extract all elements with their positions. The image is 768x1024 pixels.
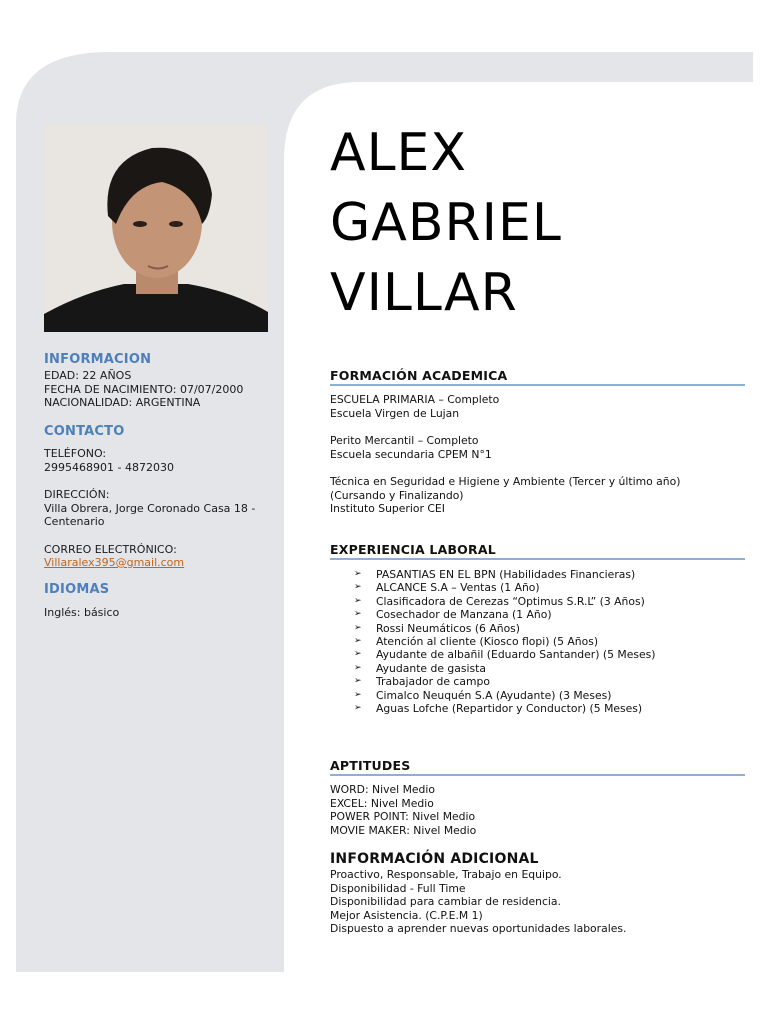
arrow-bullet-icon: ➢ [354,676,362,687]
list-item: ➢ Ayudante de gasista [354,661,487,675]
email-label: CORREO ELECTRÓNICO: [44,542,177,556]
name-line-middle: GABRIEL [330,193,562,253]
list-item: ➢ Atención al cliente (Kiosco flopi) (5 Años) [354,635,599,649]
education-line: ESCUELA PRIMARIA – Completo [330,393,500,406]
address-line1: Villa Obrera, Jorge Coronado Casa 18 - [44,501,256,515]
skill-line: POWER POINT: Nivel Medio [330,810,476,823]
phone-label: TELÉFONO: [44,447,107,460]
contact-block [44,447,284,570]
skills-block [330,783,750,837]
additional-line: Disponibilidad - Full Time [330,881,466,895]
arrow-bullet-icon: ➢ [354,569,362,579]
education-line: Perito Mercantil – Completo [330,434,479,447]
list-item: ➢ Ayudante de albañil (Eduardo Santander) (5 Meses) [354,648,656,662]
language-text: Inglés: básico [44,606,120,619]
nationality-text: NACIONALIDAD: ARGENTINA [44,396,201,409]
additional-line: Dispuesto a aprender nuevas oportunidades laborales. [330,922,627,935]
skill-line: EXCEL: Nivel Medio [330,796,434,810]
education-line: Instituto Superior CEI [330,502,445,515]
skills-heading: APTITUDES [330,758,745,776]
skill-line: WORD: Nivel Medio [330,783,436,796]
address-label: DIRECCIÓN: [44,488,110,501]
candidate-name [330,118,562,328]
info-heading: INFORMACION [44,352,152,367]
list-item: ➢ Aguas Lofche (Repartidor y Conductor) (5 Meses) [354,702,643,716]
name-line-first: ALEX [330,123,468,183]
arrow-bullet-icon: ➢ [354,703,362,714]
education-line: Escuela Virgen de Lujan [330,406,460,420]
list-item: ➢ Trabajador de campo [354,675,490,689]
additional-line: Mejor Asistencia. (C.P.E.M 1) [330,908,483,922]
birth-text: FECHA DE NACIMIENTO: 07/07/2000 [44,382,244,396]
arrow-bullet-icon: ➢ [354,662,362,673]
experience-heading: EXPERIENCIA LABORAL [330,542,745,560]
education-heading: FORMACIÓN ACADEMICA [330,368,745,386]
list-item: ➢ Cosechador de Manzana (1 Año) [354,608,552,622]
age-text: EDAD: 22 AÑOS [44,369,132,382]
skill-line: MOVIE MAKER: Nivel Medio [330,823,477,837]
info-block [44,369,284,410]
education-block [330,393,750,516]
arrow-bullet-icon: ➢ [354,582,362,593]
arrow-bullet-icon: ➢ [354,636,362,647]
additional-block [330,868,750,936]
list-item: ➢ PASANTIAS EN EL BPN (Habilidades Financieras) [354,568,636,581]
name-line-last: VILLAR [330,263,518,323]
languages-heading: IDIOMAS [44,582,110,597]
education-line: Escuela secundaria CPEM N°1 [330,447,492,461]
phone-text: 2995468901 - 4872030 [44,460,174,474]
arrow-bullet-icon: ➢ [354,609,362,620]
list-item: ➢ Cimalco Neuquén S.A (Ayudante) (3 Meses) [354,688,612,702]
additional-line: Proactivo, Responsable, Trabajo en Equipo. [330,868,562,881]
list-item: ➢ Clasificadora de Cerezas “Optimus S.R.L” (3 Años) [354,594,645,608]
list-item: ➢ Rossi Neumáticos (6 Años) [354,621,521,635]
arrow-bullet-icon: ➢ [354,689,362,700]
list-item: ➢ ALCANCE S.A – Ventas (1 Año) [354,581,540,595]
additional-line: Disponibilidad para cambiar de residencia. [330,895,561,908]
experience-list [354,568,754,715]
additional-heading: INFORMACIÓN ADICIONAL [330,851,539,867]
arrow-bullet-icon: ➢ [354,649,362,660]
education-line: (Cursando y Finalizando) [330,488,464,502]
email-link[interactable]: Villaralex395@gmail.com [44,556,185,569]
arrow-bullet-icon: ➢ [354,595,362,606]
profile-photo [44,124,268,332]
address-line2: Centenario [44,515,105,528]
contact-heading: CONTACTO [44,424,125,439]
arrow-bullet-icon: ➢ [354,622,362,633]
education-line: Técnica en Seguridad e Higiene y Ambiente (Tercer y último año) [330,475,681,488]
languages-block [44,606,284,620]
